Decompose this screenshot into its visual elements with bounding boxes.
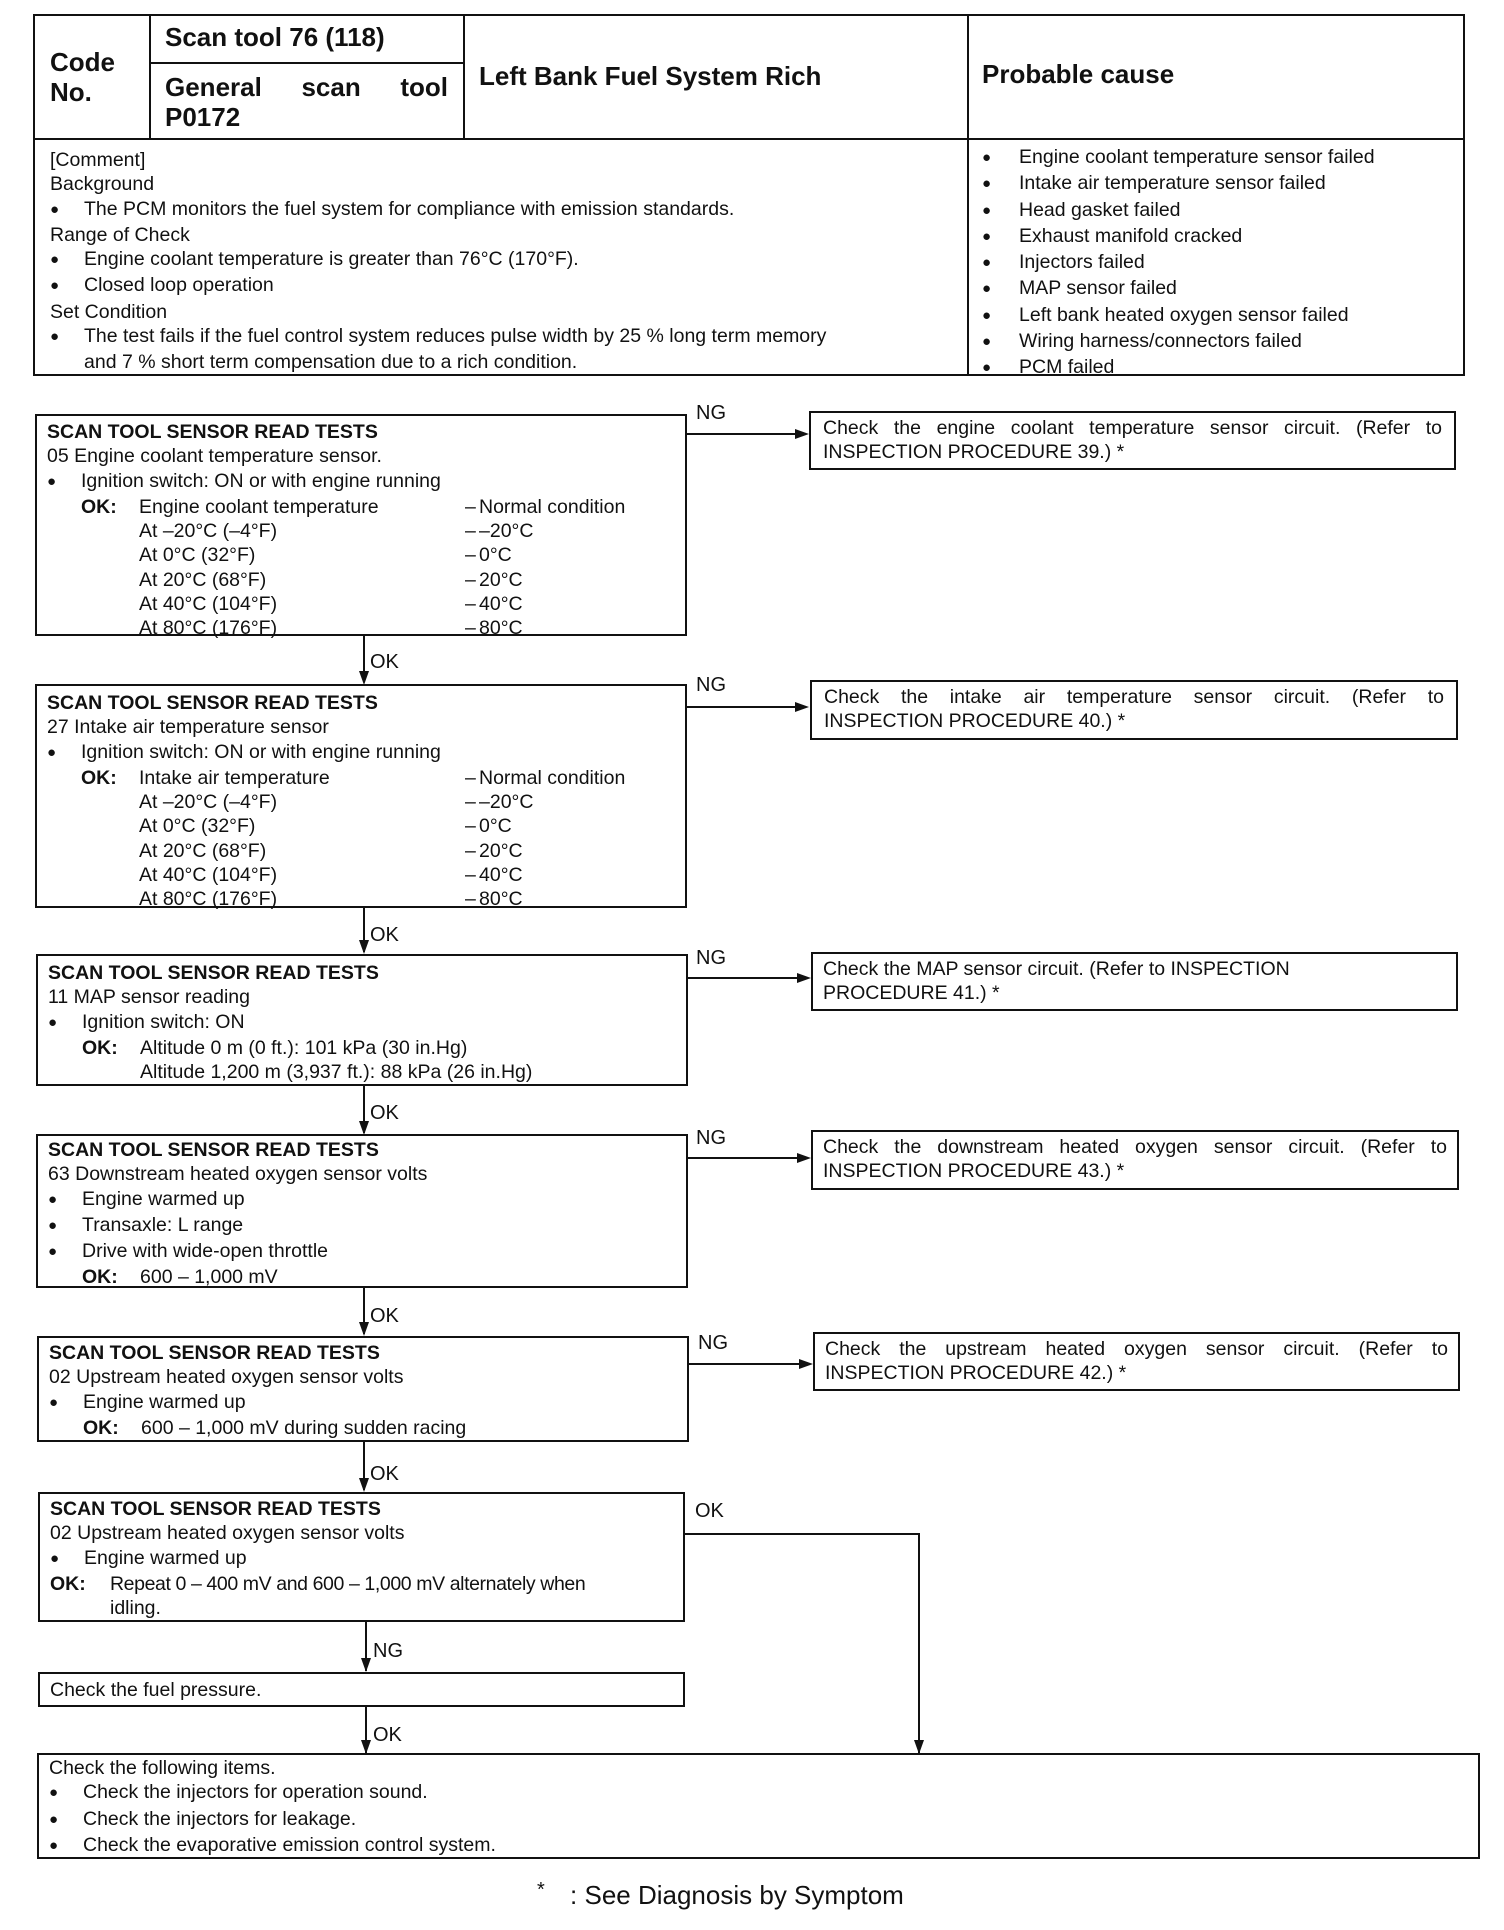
condition-text: Ignition switch: ON or with engine running bbox=[81, 740, 441, 763]
ng-action-engine-coolant bbox=[809, 411, 1456, 470]
test-condition bbox=[48, 1213, 676, 1239]
test-condition bbox=[47, 469, 675, 495]
ok-value: 600 – 1,000 mV bbox=[140, 1266, 278, 1289]
expected-reading: 20°C bbox=[479, 568, 523, 591]
bullet-icon bbox=[982, 355, 1019, 381]
dash: – bbox=[465, 544, 476, 567]
ok-header-right: Normal condition bbox=[479, 495, 626, 518]
temperature-condition: At 20°C (68°F) bbox=[139, 839, 267, 862]
test-heading: SCAN TOOL SENSOR READ TESTS bbox=[47, 692, 378, 714]
arrow-right-icon bbox=[795, 429, 809, 439]
test-heading: SCAN TOOL SENSOR READ TESTS bbox=[49, 1342, 380, 1364]
comment-line bbox=[50, 247, 826, 273]
ok-prefix: OK: bbox=[81, 766, 117, 789]
ok-table-row bbox=[47, 616, 675, 640]
expected-reading: 0°C bbox=[479, 815, 512, 838]
comment-line bbox=[50, 223, 826, 247]
dash: – bbox=[465, 839, 476, 862]
ok-label: OK bbox=[370, 924, 399, 946]
temperature-condition: At 20°C (68°F) bbox=[139, 568, 267, 591]
bullet-icon bbox=[982, 329, 1019, 355]
bullet-icon bbox=[982, 145, 1019, 171]
temperature-condition: At 40°C (104°F) bbox=[139, 593, 278, 616]
ng-label: NG bbox=[373, 1640, 403, 1662]
expected-reading: 40°C bbox=[479, 864, 523, 887]
footnote-text: : See Diagnosis by Symptom bbox=[570, 1880, 904, 1910]
test-heading: SCAN TOOL SENSOR READ TESTS bbox=[47, 421, 378, 443]
condition-list bbox=[48, 1187, 676, 1266]
condition-text: Transaxle: L range bbox=[82, 1213, 244, 1236]
ok-label: OK bbox=[370, 1102, 399, 1124]
probable-cause-text: Wiring harness/connectors failed bbox=[1019, 330, 1302, 353]
comment-line bbox=[50, 300, 826, 324]
temperature-condition: At 80°C (176°F) bbox=[139, 617, 278, 640]
bullet-icon bbox=[50, 273, 84, 299]
bullet-icon bbox=[982, 224, 1019, 250]
final-check-item bbox=[49, 1807, 1468, 1833]
ok-criteria bbox=[47, 495, 675, 519]
dash: – bbox=[465, 791, 476, 814]
ok-criteria bbox=[50, 1572, 673, 1596]
bullet-icon bbox=[48, 1213, 82, 1239]
temperature-condition: At 40°C (104°F) bbox=[139, 864, 278, 887]
bullet-icon bbox=[47, 469, 81, 495]
expected-reading: 20°C bbox=[479, 839, 523, 862]
expected-reading: 80°C bbox=[479, 617, 523, 640]
test-box-upstream-o2-idle bbox=[38, 1492, 685, 1622]
arrow-down-icon bbox=[361, 1658, 371, 1672]
comment-text: [Comment] bbox=[50, 149, 146, 171]
bullet-icon bbox=[50, 197, 84, 223]
action-line: Check the engine coolant temperature sensor circuit. (Refer to bbox=[823, 417, 1442, 439]
ok-table bbox=[47, 790, 675, 911]
ng-action-downstream-o2 bbox=[811, 1130, 1459, 1190]
ok-label: OK bbox=[373, 1724, 402, 1746]
condition-text: Ignition switch: ON bbox=[82, 1010, 245, 1033]
connector-ng-1 bbox=[686, 433, 796, 435]
condition-text: Ignition switch: ON or with engine running bbox=[81, 469, 441, 492]
ok-value: idling. bbox=[110, 1597, 161, 1620]
dash: – bbox=[465, 888, 476, 911]
dash: – bbox=[465, 617, 476, 640]
bullet-icon bbox=[982, 303, 1019, 329]
divider bbox=[149, 62, 463, 64]
ng-action-intake-air bbox=[810, 680, 1458, 740]
probable-cause-item bbox=[982, 198, 1375, 224]
connector-ng-5 bbox=[688, 1363, 800, 1365]
bullet-icon bbox=[982, 250, 1019, 276]
expected-reading: –20°C bbox=[479, 791, 534, 814]
comment-line bbox=[50, 172, 826, 196]
ok-table-row bbox=[47, 887, 675, 911]
arrow-down-icon bbox=[359, 940, 369, 954]
comment-text: The PCM monitors the fuel system for compliance with emission standards. bbox=[84, 197, 735, 220]
ok-table-row bbox=[47, 839, 675, 863]
expected-reading: –20°C bbox=[479, 520, 534, 543]
test-condition bbox=[48, 1187, 676, 1213]
check-item-text: Check the injectors for leakage. bbox=[83, 1807, 357, 1830]
action-line: INSPECTION PROCEDURE 39.) * bbox=[823, 441, 1125, 464]
code-no-label bbox=[50, 47, 115, 107]
condition-text: Engine warmed up bbox=[83, 1390, 246, 1413]
ng-label: NG bbox=[698, 1332, 728, 1354]
action-line: Check the upstream heated oxygen sensor circuit. (Refer to bbox=[825, 1338, 1448, 1360]
ok-criteria bbox=[49, 1416, 677, 1440]
comment-line bbox=[50, 324, 826, 350]
ok-criteria bbox=[48, 1265, 676, 1289]
ok-label: OK bbox=[695, 1500, 724, 1522]
ng-label: NG bbox=[696, 674, 726, 696]
ok-criteria-cont bbox=[50, 1596, 673, 1620]
final-check-box bbox=[37, 1753, 1480, 1859]
probable-cause-text: PCM failed bbox=[1019, 356, 1115, 379]
connector-ng-2 bbox=[686, 706, 796, 708]
comment-line bbox=[50, 148, 826, 172]
ok-criteria-cont bbox=[48, 1060, 676, 1084]
expected-reading: 80°C bbox=[479, 888, 523, 911]
ok-criteria bbox=[47, 766, 675, 790]
condition-text: Engine warmed up bbox=[84, 1546, 247, 1569]
action-line: Check the fuel pressure. bbox=[50, 1679, 262, 1701]
comment-text: Engine coolant temperature is greater than 76°C (170°F). bbox=[84, 248, 579, 271]
ok-table-row bbox=[47, 814, 675, 838]
condition-text: Drive with wide-open throttle bbox=[82, 1240, 329, 1263]
arrow-down-icon bbox=[359, 1322, 369, 1336]
test-item: 27 Intake air temperature sensor bbox=[47, 716, 329, 739]
probable-cause-item bbox=[982, 329, 1375, 355]
action-line: Check the intake air temperature sensor circuit. (Refer to bbox=[824, 686, 1444, 708]
final-items bbox=[49, 1780, 1468, 1859]
check-item-text: Check the injectors for operation sound. bbox=[83, 1781, 428, 1804]
test-condition bbox=[48, 1010, 676, 1036]
probable-cause-text: Exhaust manifold cracked bbox=[1019, 224, 1243, 247]
arrow-down-icon bbox=[359, 1121, 369, 1135]
test-item: 02 Upstream heated oxygen sensor volts bbox=[50, 1522, 405, 1545]
arrow-right-icon bbox=[797, 973, 811, 983]
arrow-right-icon bbox=[797, 1153, 811, 1163]
probable-cause-text: Left bank heated oxygen sensor failed bbox=[1019, 303, 1349, 326]
dtc-code: P0172 bbox=[165, 102, 241, 132]
test-item: 11 MAP sensor reading bbox=[48, 986, 250, 1009]
asterisk: * bbox=[537, 1879, 545, 1901]
code-label-line: No. bbox=[50, 77, 92, 107]
test-box-map-sensor bbox=[36, 954, 688, 1086]
connector-ok-6-down bbox=[918, 1533, 920, 1753]
temperature-condition: At –20°C (–4°F) bbox=[139, 791, 278, 814]
bullet-icon bbox=[50, 247, 84, 273]
test-condition bbox=[47, 740, 675, 766]
bullet-icon bbox=[48, 1010, 82, 1036]
temperature-condition: At 0°C (32°F) bbox=[139, 815, 256, 838]
bullet-icon bbox=[50, 324, 84, 350]
ok-value: Altitude 1,200 m (3,937 ft.): 88 kPa (26 in.Hg) bbox=[140, 1061, 533, 1084]
probable-cause-list bbox=[982, 145, 1375, 382]
ok-header-left: Engine coolant temperature bbox=[139, 495, 379, 518]
ok-table-row bbox=[47, 863, 675, 887]
scan-tool-code: Scan tool 76 (118) bbox=[165, 22, 385, 52]
probable-cause-item bbox=[982, 224, 1375, 250]
bullet-icon bbox=[50, 1546, 84, 1572]
temperature-condition: At –20°C (–4°F) bbox=[139, 520, 278, 543]
test-condition bbox=[49, 1390, 677, 1416]
temperature-condition: At 0°C (32°F) bbox=[139, 544, 256, 567]
action-line: INSPECTION PROCEDURE 43.) * bbox=[823, 1160, 1125, 1183]
dash: – bbox=[465, 815, 476, 838]
comment-text: The test fails if the fuel control system reduces pulse width by 25 % long term memory bbox=[84, 325, 827, 348]
temperature-condition: At 80°C (176°F) bbox=[139, 888, 278, 911]
ok-table bbox=[47, 519, 675, 640]
probable-cause-text: Injectors failed bbox=[1019, 251, 1145, 274]
comment-line bbox=[50, 273, 826, 299]
final-check-item bbox=[49, 1833, 1468, 1859]
comment-block bbox=[50, 148, 826, 377]
ok-prefix: OK: bbox=[81, 495, 117, 518]
ok-header-left: Intake air temperature bbox=[139, 766, 330, 789]
ok-label: OK bbox=[370, 1305, 399, 1327]
bullet-icon bbox=[47, 740, 81, 766]
ok-table-row bbox=[47, 519, 675, 543]
test-heading: SCAN TOOL SENSOR READ TESTS bbox=[48, 1139, 379, 1161]
comment-text: and 7 % short term compensation due to a rich condition. bbox=[84, 351, 578, 374]
ng-label: NG bbox=[696, 947, 726, 969]
test-box-intake-air bbox=[35, 684, 687, 911]
connector-ng-3 bbox=[686, 977, 798, 979]
final-title: Check the following items. bbox=[49, 1757, 276, 1779]
test-box-engine-coolant bbox=[35, 414, 687, 640]
action-line: Check the MAP sensor circuit. (Refer to INSPECTION bbox=[823, 958, 1290, 980]
probable-cause-text: MAP sensor failed bbox=[1019, 277, 1177, 300]
expected-reading: 0°C bbox=[479, 544, 512, 567]
arrow-down-icon bbox=[359, 1478, 369, 1492]
test-box-upstream-o2-racing bbox=[37, 1336, 689, 1442]
test-condition bbox=[50, 1546, 673, 1572]
dash: – bbox=[465, 766, 476, 789]
comment-text: Range of Check bbox=[50, 223, 190, 246]
connector-ok-6 bbox=[684, 1533, 919, 1535]
arrow-right-icon bbox=[795, 702, 809, 712]
ok-label: OK bbox=[370, 1463, 399, 1485]
divider bbox=[967, 15, 969, 375]
ok-table-row bbox=[47, 543, 675, 567]
check-fuel-pressure-box bbox=[38, 1672, 685, 1707]
dash: – bbox=[465, 593, 476, 616]
general-scan-tool-label: General scan tool bbox=[165, 72, 448, 102]
bullet-icon bbox=[48, 1239, 82, 1265]
divider bbox=[149, 15, 151, 139]
bullet-icon bbox=[48, 1187, 82, 1213]
ok-prefix: OK: bbox=[82, 1036, 118, 1059]
ok-prefix: OK: bbox=[83, 1416, 119, 1439]
page-title: Left Bank Fuel System Rich bbox=[479, 61, 822, 91]
action-line: Check the downstream heated oxygen sensor circuit. (Refer to bbox=[823, 1136, 1447, 1158]
comment-line bbox=[50, 197, 826, 223]
ok-header-right: Normal condition bbox=[479, 766, 626, 789]
comment-text: Closed loop operation bbox=[84, 274, 274, 297]
expected-reading: 40°C bbox=[479, 593, 523, 616]
test-item: 05 Engine coolant temperature sensor. bbox=[47, 445, 382, 468]
test-heading: SCAN TOOL SENSOR READ TESTS bbox=[48, 962, 379, 984]
probable-cause-heading: Probable cause bbox=[982, 59, 1175, 89]
action-line: INSPECTION PROCEDURE 40.) * bbox=[824, 710, 1126, 733]
ng-label: NG bbox=[696, 402, 726, 424]
test-item: 02 Upstream heated oxygen sensor volts bbox=[49, 1366, 404, 1389]
ok-criteria bbox=[48, 1036, 676, 1060]
ok-value: Repeat 0 – 400 mV and 600 – 1,000 mV alternately when bbox=[110, 1572, 586, 1595]
bullet-icon bbox=[982, 171, 1019, 197]
dash: – bbox=[465, 520, 476, 543]
ng-action-map-sensor bbox=[811, 952, 1458, 1011]
ok-table-row bbox=[47, 790, 675, 814]
comment-text: Background bbox=[50, 173, 155, 196]
comment-line bbox=[50, 350, 826, 376]
ng-action-upstream-o2 bbox=[813, 1332, 1460, 1391]
divider bbox=[463, 15, 465, 139]
test-box-downstream-o2 bbox=[36, 1134, 688, 1288]
dash: – bbox=[465, 495, 476, 518]
ok-value: Altitude 0 m (0 ft.): 101 kPa (30 in.Hg) bbox=[140, 1036, 468, 1059]
arrow-right-icon bbox=[799, 1359, 813, 1369]
comment-text: Set Condition bbox=[50, 300, 168, 323]
connector-ng-4 bbox=[686, 1157, 798, 1159]
divider bbox=[34, 138, 1464, 140]
dash: – bbox=[465, 568, 476, 591]
footnote bbox=[537, 1880, 904, 1913]
probable-cause-text: Intake air temperature sensor failed bbox=[1019, 172, 1326, 195]
test-item: 63 Downstream heated oxygen sensor volts bbox=[48, 1163, 428, 1186]
test-heading: SCAN TOOL SENSOR READ TESTS bbox=[50, 1498, 381, 1520]
ok-table-row bbox=[47, 568, 675, 592]
code-label-line: Code bbox=[50, 47, 115, 77]
probable-cause-item bbox=[982, 276, 1375, 302]
check-item-text: Check the evaporative emission control system. bbox=[83, 1833, 496, 1856]
probable-cause-item bbox=[982, 145, 1375, 171]
probable-cause-item bbox=[982, 250, 1375, 276]
bullet-icon bbox=[982, 276, 1019, 302]
test-condition bbox=[48, 1239, 676, 1265]
probable-cause-item bbox=[982, 303, 1375, 329]
ok-table-row bbox=[47, 592, 675, 616]
ng-label: NG bbox=[696, 1127, 726, 1149]
probable-cause-text: Engine coolant temperature sensor failed bbox=[1019, 146, 1375, 168]
bullet-icon bbox=[49, 1833, 83, 1859]
ok-prefix: OK: bbox=[50, 1572, 86, 1595]
bullet-icon bbox=[49, 1390, 83, 1416]
arrow-down-icon bbox=[359, 671, 369, 685]
probable-cause-text: Head gasket failed bbox=[1019, 198, 1181, 221]
probable-cause-item bbox=[982, 171, 1375, 197]
final-check-item bbox=[49, 1780, 1468, 1806]
general-scan-tool-code bbox=[165, 72, 448, 132]
bullet-icon bbox=[982, 198, 1019, 224]
ok-value: 600 – 1,000 mV during sudden racing bbox=[141, 1416, 467, 1439]
ok-prefix: OK: bbox=[82, 1266, 118, 1289]
bullet-icon bbox=[49, 1807, 83, 1833]
condition-text: Engine warmed up bbox=[82, 1187, 245, 1210]
bullet-icon bbox=[49, 1780, 83, 1806]
arrow-down-icon bbox=[914, 1740, 924, 1754]
action-line: PROCEDURE 41.) * bbox=[823, 982, 1000, 1005]
dash: – bbox=[465, 864, 476, 887]
arrow-down-icon bbox=[361, 1740, 371, 1754]
probable-cause-item bbox=[982, 355, 1375, 381]
ok-label: OK bbox=[370, 651, 399, 673]
action-line: INSPECTION PROCEDURE 42.) * bbox=[825, 1362, 1127, 1385]
